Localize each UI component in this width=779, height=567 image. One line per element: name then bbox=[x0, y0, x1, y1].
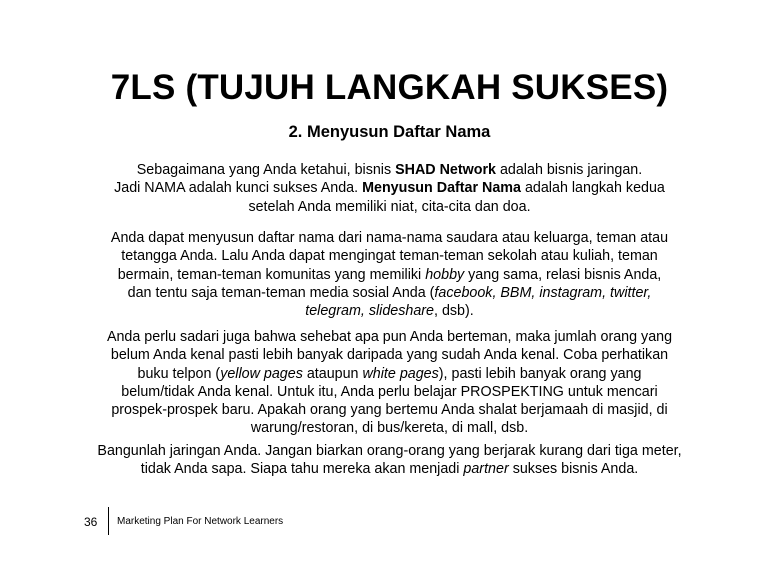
text-span: setelah Anda memiliki niat, cita-cita dan doa. bbox=[248, 198, 531, 215]
italic-text: partner bbox=[463, 461, 509, 478]
section-heading: 2. Menyusun Daftar Nama bbox=[288, 123, 491, 141]
text-span: prospek-prospek baru. Apakah orang yang bertemu Anda shalat berjamaah di masjid, di bbox=[111, 402, 668, 419]
paragraph-intro bbox=[70, 161, 709, 216]
footer-book-title: Marketing Plan For Network Learners bbox=[117, 516, 284, 527]
text-span: belum/tidak Anda kenal. Untuk itu, Anda perlu belajar PROSPEKTING untuk mencari bbox=[121, 383, 658, 400]
bold-text: Menyusun Daftar Nama bbox=[362, 180, 521, 197]
text-span: yang sama, relasi bisnis Anda, bbox=[464, 266, 662, 283]
italic-text: telegram, slideshare bbox=[305, 303, 434, 320]
bold-text: SHAD Network bbox=[395, 162, 496, 178]
text-span: bermain, teman-teman komunitas yang memiliki bbox=[117, 266, 426, 283]
text-span: adalah langkah kedua bbox=[520, 180, 665, 197]
paragraph-closing bbox=[60, 442, 719, 479]
italic-text: white pages bbox=[362, 365, 439, 382]
italic-text: facebook, BBM, instagram, twitter, bbox=[434, 284, 652, 301]
text-span: belum Anda kenal pasti lebih banyak daripada yang sudah Anda kenal. Coba perhatikan bbox=[110, 347, 669, 364]
text-span: ataupun bbox=[302, 365, 363, 382]
text-span: Anda perlu sadari juga bahwa sehebat apa pun Anda berteman, maka jumlah orang yang bbox=[106, 329, 673, 345]
text-span: Anda dapat menyusun daftar nama dari nama-nama saudara atau keluarga, teman atau bbox=[110, 230, 669, 246]
text-span: adalah bisnis jaringan. bbox=[495, 162, 643, 178]
paragraph-name-list bbox=[70, 229, 709, 320]
footer-divider bbox=[108, 507, 109, 535]
page-title: 7LS (TUJUH LANGKAH SUKSES) bbox=[110, 68, 669, 107]
paragraph-prospecting bbox=[70, 328, 709, 438]
text-span: , dsb). bbox=[434, 303, 474, 320]
text-span: ), pasti lebih banyak orang yang bbox=[438, 365, 642, 382]
page-number: 36 bbox=[84, 515, 98, 529]
text-span: buku telpon ( bbox=[137, 365, 221, 382]
text-span: Bangunlah jaringan Anda. Jangan biarkan orang-orang yang berjarak kurang dari tiga meter, bbox=[97, 443, 682, 459]
text-span: Sebagaimana yang Anda ketahui, bisnis bbox=[136, 162, 396, 178]
text-span: sukses bisnis Anda. bbox=[508, 461, 639, 478]
italic-text: yellow pages bbox=[220, 365, 303, 382]
text-span: Jadi NAMA adalah kunci sukses Anda. bbox=[114, 180, 363, 197]
text-span: warung/restoran, di bus/kereta, di mall, dsb. bbox=[250, 420, 529, 437]
text-span: dan tentu saja teman-teman media sosial Anda ( bbox=[127, 284, 435, 301]
italic-text: hobby bbox=[425, 266, 465, 283]
text-span: tidak Anda sapa. Siapa tahu mereka akan menjadi bbox=[140, 461, 464, 478]
text-span: tetangga Anda. Lalu Anda dapat mengingat teman-teman sekolah atau kuliah, teman bbox=[121, 248, 658, 265]
